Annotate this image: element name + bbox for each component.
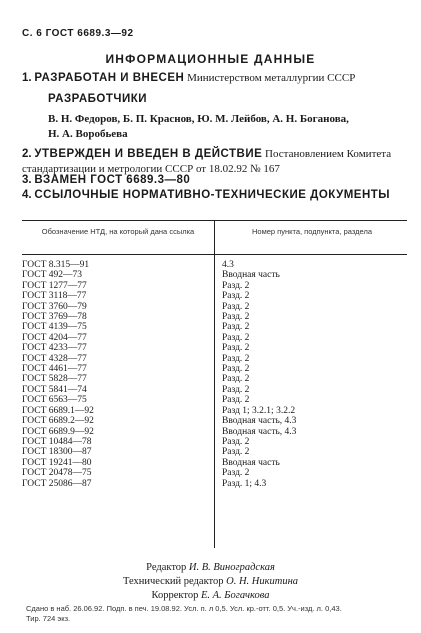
table-cell-document: ГОСТ 8.315—91 [22, 260, 90, 270]
imprint-line-2: Тир. 724 экз. [26, 614, 71, 623]
table-cell-document: ГОСТ 5841—74 [22, 384, 87, 395]
table-cell-document: ГОСТ 6689.2—92 [22, 416, 94, 427]
section-1-heading: РАЗРАБОТАН И ВНЕСЕН [34, 72, 185, 84]
table-header-document: Обозначение НТД, на который дана ссылка [41, 227, 195, 236]
imprint-block [26, 604, 411, 624]
section-1 [22, 71, 407, 86]
tech-editor-line [0, 575, 421, 589]
corrector-name: Е. А. Богачкова [200, 590, 270, 601]
section-3 [22, 173, 407, 188]
table-cell-clause: Разд. 2 [222, 301, 250, 312]
section-4-heading: ССЫЛОЧНЫЕ НОРМАТИВНО-ТЕХНИЧЕСКИЕ ДОКУМЕНТЫ [34, 189, 391, 201]
section-4 [22, 188, 407, 203]
table-cell-document: ГОСТ 4461—77 [22, 364, 87, 375]
section-2-heading: УТВЕРЖДЕН И ВВЕДЕН В ДЕЙСТВИЕ [34, 148, 263, 160]
section-1-number: 1. [22, 72, 32, 84]
table-cell-clause: Разд. 2 [222, 447, 250, 458]
table-cell-clause: Вводная часть, 4.3 [222, 416, 297, 427]
developers-line-1: В. Н. Федоров, Б. П. Краснов, Ю. М. Лейбов, А. Н. Боганова, [48, 113, 349, 125]
table-cell-clause: Разд. 2 [222, 322, 250, 333]
table-header-clause: Номер пункта, подпункта, раздела [251, 227, 372, 236]
table-cell-clause: Вводная часть, 4.3 [222, 426, 297, 437]
reference-table [22, 220, 407, 548]
section-3-heading: ВЗАМЕН ГОСТ 6689.3—80 [34, 174, 191, 186]
table-cell-document: ГОСТ 19241—80 [22, 457, 92, 468]
table-cell-document: ГОСТ 3769—78 [22, 312, 87, 323]
section-1-text: Министерством металлургии СССР [187, 72, 356, 84]
table-cell-clause: Разд. 2 [222, 291, 250, 302]
table-column-divider [214, 220, 215, 548]
table-cell-clause: Разд. 2 [222, 384, 250, 395]
corrector-role: Корректор [151, 590, 199, 601]
table-column-documents [22, 260, 210, 489]
table-cell-clause: Разд. 2 [222, 343, 250, 354]
table-cell-clause: Разд. 2 [222, 468, 250, 479]
table-cell-document: ГОСТ 3760—79 [22, 301, 87, 312]
table-cell-document: ГОСТ 10484—78 [22, 436, 92, 447]
table-cell-document: ГОСТ 20478—75 [22, 468, 92, 479]
table-cell-document: ГОСТ 4139—75 [22, 322, 87, 333]
editor-line [0, 561, 421, 575]
developers-heading: РАЗРАБОТЧИКИ [48, 93, 147, 105]
table-cell-document: ГОСТ 4233—77 [22, 343, 87, 354]
table-cell-document: ГОСТ 6689.1—92 [22, 405, 94, 416]
table-cell-clause: Разд. 2 [222, 436, 250, 447]
table-cell-document: ГОСТ 5828—77 [22, 374, 87, 385]
table-cell-document: ГОСТ 3118—77 [22, 291, 87, 302]
table-cell-clause: 4.3 [222, 260, 234, 270]
section-4-number: 4. [22, 189, 32, 201]
tech-editor-name: О. Н. Никитина [226, 576, 299, 587]
section-2-text: Постановлением Комитета стандартизации и метрологии СССР от 18.02.92 № 167 [22, 148, 392, 175]
table-cell-document: ГОСТ 1277—77 [22, 280, 87, 291]
table-cell-clause: Разд. 2 [222, 395, 250, 406]
table-cell-clause: Разд. 2 [222, 353, 250, 364]
developers-line-2: Н. А. Воробьева [48, 128, 128, 140]
table-cell-clause: Разд. 2 [222, 364, 250, 375]
table-cell-clause: Разд. 2 [222, 280, 250, 291]
table-cell-clause: Вводная часть [222, 270, 280, 281]
corrector-line [0, 589, 421, 603]
tech-editor-role: Технический редактор [122, 576, 224, 587]
section-2-number: 2. [22, 148, 32, 160]
page-title: ИНФОРМАЦИОННЫЕ ДАННЫЕ [105, 52, 316, 66]
table-cell-clause: Разд. 1; 4.3 [222, 478, 267, 489]
table-cell-document: ГОСТ 25086—87 [22, 478, 92, 489]
table-cell-document: ГОСТ 18300—87 [22, 447, 92, 458]
table-cell-document: ГОСТ 492—73 [22, 270, 82, 281]
table-cell-document: ГОСТ 6563—75 [22, 395, 87, 406]
section-3-number: 3. [22, 174, 32, 186]
page-header: С. 6 ГОСТ 6689.3—92 [22, 28, 134, 39]
table-cell-clause: Разд. 2 [222, 332, 250, 343]
table-cell-clause: Разд 1; 3.2.1; 3.2.2 [222, 405, 296, 416]
table-cell-document: ГОСТ 4328—77 [22, 353, 87, 364]
developers-block [48, 92, 408, 142]
editor-name: И. В. Виноградская [188, 562, 275, 573]
editor-role: Редактор [146, 562, 187, 573]
table-column-clauses [222, 260, 407, 489]
imprint-line-1: Сдано в наб. 26.06.92. Подп. в печ. 19.08.92. Усл. п. л 0,5. Усл. кр.-отт. 0,5. Уч.-изд. л. 0,43. [26, 604, 342, 613]
table-cell-document: ГОСТ 4204—77 [22, 332, 87, 343]
table-cell-clause: Вводная часть [222, 457, 280, 468]
table-cell-clause: Разд. 2 [222, 312, 250, 323]
table-cell-clause: Разд. 2 [222, 374, 250, 385]
table-cell-document: ГОСТ 6689.9—92 [22, 426, 94, 437]
